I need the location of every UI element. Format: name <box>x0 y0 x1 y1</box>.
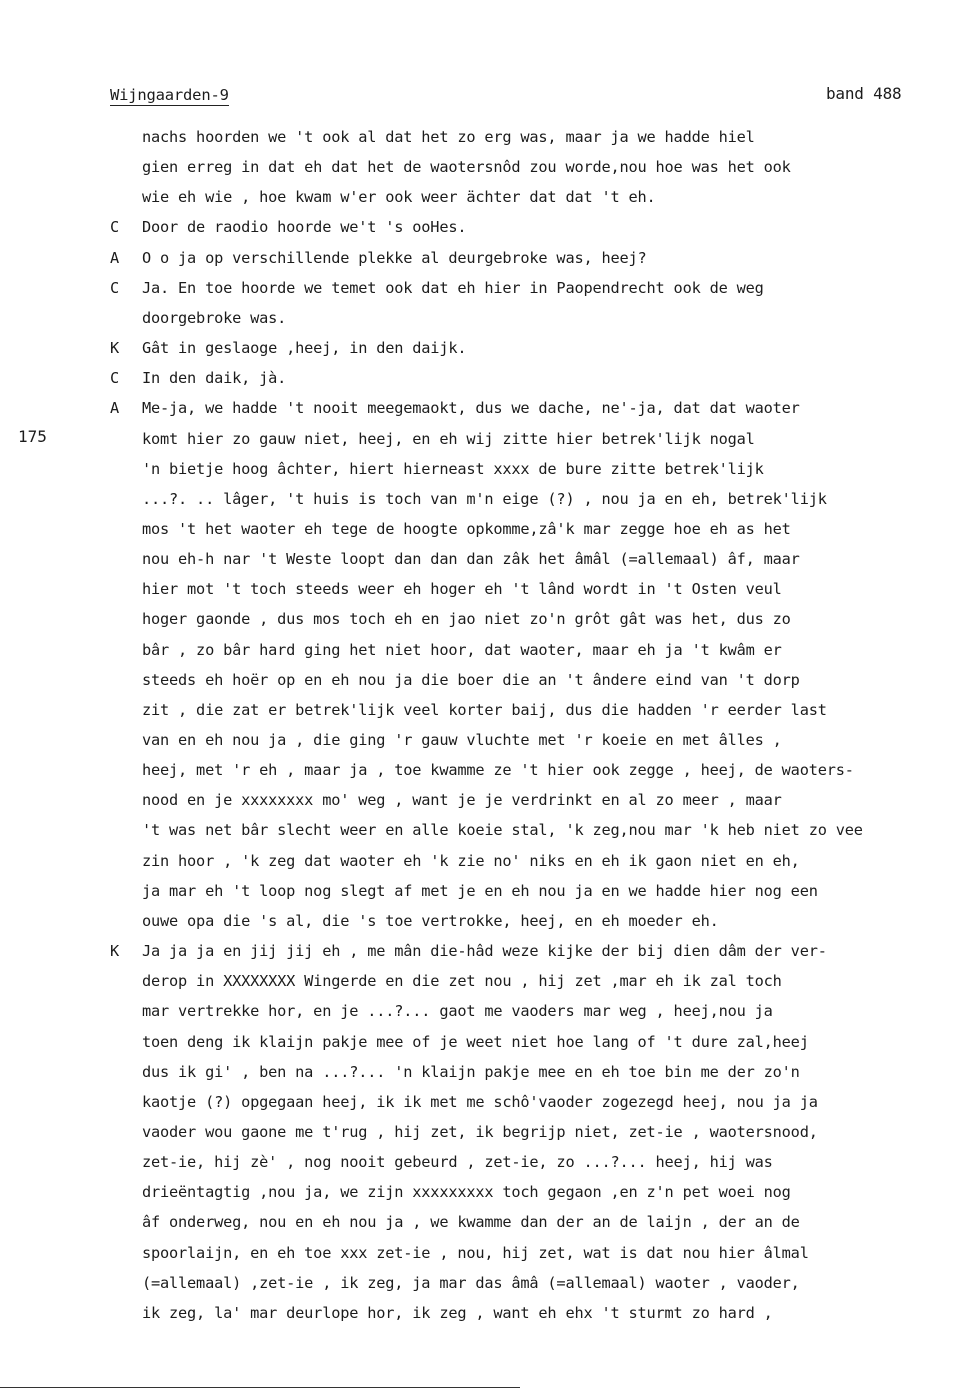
transcript-line: ...?. .. lâger, 't huis is toch van m'n eige (?) , nou ja en eh, betrek'lijk <box>142 490 827 508</box>
speaker-label: K <box>110 942 120 960</box>
transcript-line: vaoder wou gaone me t'rug , hij zet, ik begrijp niet, zet-ie , waotersnood, <box>142 1123 818 1141</box>
transcript-line: van en eh nou ja , die ging 'r gauw vluchte met 'r koeie en met âlles , <box>142 731 782 749</box>
speaker-label: C <box>110 369 120 387</box>
transcript-line: hoger gaonde , dus mos toch eh en jao niet zo'n grôt gât was het, dus zo <box>142 610 791 628</box>
transcript-line: gien erreg in dat eh dat het de waotersnôd zou worde,nou hoe was het ook <box>142 158 791 176</box>
speaker-label: C <box>110 279 120 297</box>
transcript-line: Ja. En toe hoorde we temet ook dat eh hier in Paopendrecht ook de weg <box>142 279 764 297</box>
transcript-line: wie eh wie , hoe kwam w'er ook weer ächter dat dat 't eh. <box>142 188 656 206</box>
transcript-line: O o ja op verschillende plekke al deurgebroke was, heej? <box>142 249 647 267</box>
transcript-line: Me-ja, we hadde 't nooit meegemaokt, dus we dache, ne'-ja, dat dat waoter <box>142 399 800 417</box>
transcript-line: Ja ja ja en jij jij eh , me mân die-hâd weze kijke der bij dien dâm der ver- <box>142 942 827 960</box>
transcript-line: zin hoor , 'k zeg dat waoter eh 'k zie no' niks en eh ik gaon niet en eh, <box>142 852 800 870</box>
transcript-line: (=allemaal) ,zet-ie , ik zeg, ja mar das âmâ (=allemaal) waoter , vaoder, <box>142 1274 800 1292</box>
transcript-line: ik zeg, la' mar deurlope hor, ik zeg , want eh ehx 't sturmt zo hard , <box>142 1304 773 1322</box>
margin-line-number: 175 <box>18 427 47 446</box>
transcript-line: nachs hoorden we 't ook al dat het zo erg was, maar ja we hadde hiel <box>142 128 755 146</box>
transcript-line: Gât in geslaoge ,heej, in den daijk. <box>142 339 467 357</box>
transcript-line: komt hier zo gauw niet, heej, en eh wij zitte hier betrek'lijk nogal <box>142 430 755 448</box>
transcript-line: zit , die zat er betrek'lijk veel korter baij, dus die hadden 'r eerder last <box>142 701 827 719</box>
transcript-line: derop in XXXXXXXX Wingerde en die zet nou , hij zet ,mar eh ik zal toch <box>142 972 782 990</box>
transcript-line: kaotje (?) opgegaan heej, ik ik met me schô'vaoder zogezegd heej, nou ja ja <box>142 1093 818 1111</box>
transcript-line: 'n bietje hoog âchter, hiert hierneast xxxx de bure zitte betrek'lijk <box>142 460 764 478</box>
speaker-label: A <box>110 249 120 267</box>
footer-rule <box>0 1387 520 1388</box>
transcript-line: dus ik gi' , ben na ...?... 'n klaijn pakje mee en eh toe bin me der zo'n <box>142 1063 800 1081</box>
transcript-line: drieëntagtig ,nou ja, we zijn xxxxxxxxx toch gegaon ,en z'n pet woei nog <box>142 1183 791 1201</box>
transcript-line: hier mot 't toch steeds weer eh hoger eh 't lând wordt in 't Osten veul <box>142 580 782 598</box>
transcript-line: ouwe opa die 's al, die 's toe vertrokke, heej, en eh moeder eh. <box>142 912 719 930</box>
transcript-line: In den daik, jà. <box>142 369 287 387</box>
transcript-line: mos 't het waoter eh tege de hoogte opkomme,zâ'k mar zegge hoe eh as het <box>142 520 791 538</box>
transcript-line: nood en je xxxxxxxx mo' weg , want je je verdrinkt en al zo meer , maar <box>142 791 782 809</box>
transcript-line: steeds eh hoër op en eh nou ja die boer die an 't ândere eind van 't dorp <box>142 671 800 689</box>
transcript-line: âf onderweg, nou en eh nou ja , we kwamme dan der an de laijn , der an de <box>142 1213 800 1231</box>
transcript-line: ja mar eh 't loop nog slegt af met je en eh nou ja en we hadde hier nog een <box>142 882 818 900</box>
transcript-line: mar vertrekke hor, en je ...?... gaot me vaoders mar weg , heej,nou ja <box>142 1002 773 1020</box>
transcript-line: doorgebroke was. <box>142 309 287 327</box>
transcript-line: spoorlaijn, en eh toe xxx zet-ie , nou, hij zet, wat is dat nou hier âlmal <box>142 1244 809 1262</box>
transcript-line: 't was net bâr slecht weer en alle koeie stal, 'k zeg,nou mar 'k heb niet zo vee <box>142 821 863 839</box>
speaker-label: C <box>110 218 120 236</box>
transcript-line: Door de raodio hoorde we't 's ooHes. <box>142 218 467 236</box>
document-title: Wijngaarden-9 <box>110 86 229 104</box>
speaker-label: K <box>110 339 120 357</box>
transcript-line: nou eh-h nar 't Weste loopt dan dan dan zâk het âmâl (=allemaal) âf, maar <box>142 550 800 568</box>
tape-number: band 488 <box>826 84 902 103</box>
transcript-line: bâr , zo bâr hard ging het niet hoor, dat waoter, maar eh ja 't kwâm er <box>142 641 782 659</box>
speaker-label: A <box>110 399 120 417</box>
transcript-line: heej, met 'r eh , maar ja , toe kwamme ze 't hier ook zegge , heej, de waoters- <box>142 761 854 779</box>
transcript-line: toen deng ik klaijn pakje mee of je weet niet hoe lang of 't dure zal,heej <box>142 1033 809 1051</box>
transcript-line: zet-ie, hij zè' , nog nooit gebeurd , zet-ie, zo ...?... heej, hij was <box>142 1153 773 1171</box>
